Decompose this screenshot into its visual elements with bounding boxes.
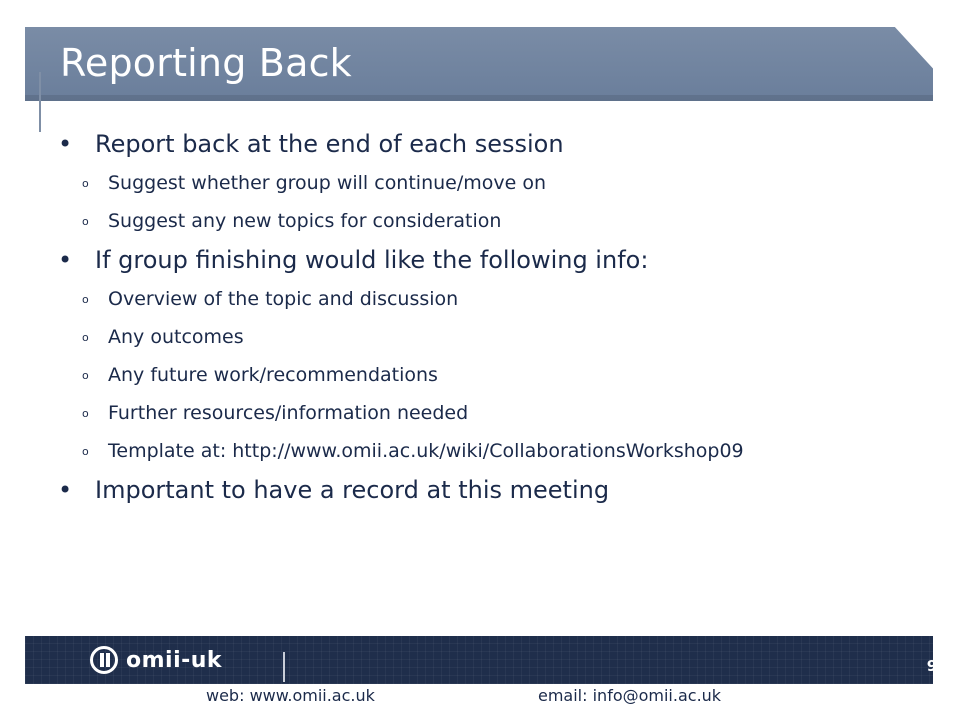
slide-number: 9 — [926, 657, 938, 675]
sub-bullet-text: Overview of the topic and discussion — [108, 288, 459, 310]
sub-bullet-template — [82, 432, 938, 470]
slide-content — [58, 124, 938, 510]
sub-bullet-text: Further resources/information needed — [108, 402, 469, 424]
sub-bullet-marker: o — [82, 407, 89, 420]
sub-bullet-marker: o — [82, 331, 89, 344]
sub-bullet-marker: o — [82, 445, 89, 458]
sub-bullet-marker: o — [82, 215, 89, 228]
sub-bullet-marker: o — [82, 177, 89, 190]
sub-bullet-text: Template at: http://www.omii.ac.uk/wiki/CollaborationsWorkshop09 — [108, 440, 744, 462]
sub-bullet-resources — [82, 394, 938, 432]
sub-bullet-text: Suggest whether group will continue/move on — [108, 172, 547, 194]
omii-logo-icon — [90, 646, 118, 674]
sub-bullet-outcomes — [82, 318, 938, 356]
footer-web: web: www.omii.ac.uk — [206, 686, 375, 705]
sub-bullet-text: Any future work/recommendations — [108, 364, 438, 386]
logo-text: omii-uk — [126, 647, 223, 673]
bullet-important-record — [58, 470, 938, 510]
sub-bullet-overview — [82, 280, 938, 318]
sub-bullet-future-work — [82, 356, 938, 394]
bullet-marker: • — [58, 246, 73, 274]
bullet-text: Important to have a record at this meeting — [95, 476, 610, 504]
bullet-text: If group finishing would like the following info: — [95, 246, 649, 274]
sub-bullet-continue — [82, 164, 938, 202]
sub-bullet-marker: o — [82, 293, 89, 306]
sub-bullet-new-topics — [82, 202, 938, 240]
sub-bullet-text: Any outcomes — [108, 326, 244, 348]
bullet-marker: • — [58, 130, 73, 158]
omii-logo — [90, 646, 222, 674]
bullet-group-finishing — [58, 240, 938, 280]
bullet-report-back — [58, 124, 938, 164]
footer-email: email: info@omii.ac.uk — [538, 686, 722, 705]
sub-bullet-text: Suggest any new topics for consideration — [108, 210, 502, 232]
slide-title: Reporting Back — [60, 41, 352, 85]
bullet-text: Report back at the end of each session — [95, 130, 564, 158]
bullet-marker: • — [58, 476, 73, 504]
title-accent-line — [39, 72, 41, 132]
sub-bullet-marker: o — [82, 369, 89, 382]
footer-divider — [283, 652, 285, 682]
